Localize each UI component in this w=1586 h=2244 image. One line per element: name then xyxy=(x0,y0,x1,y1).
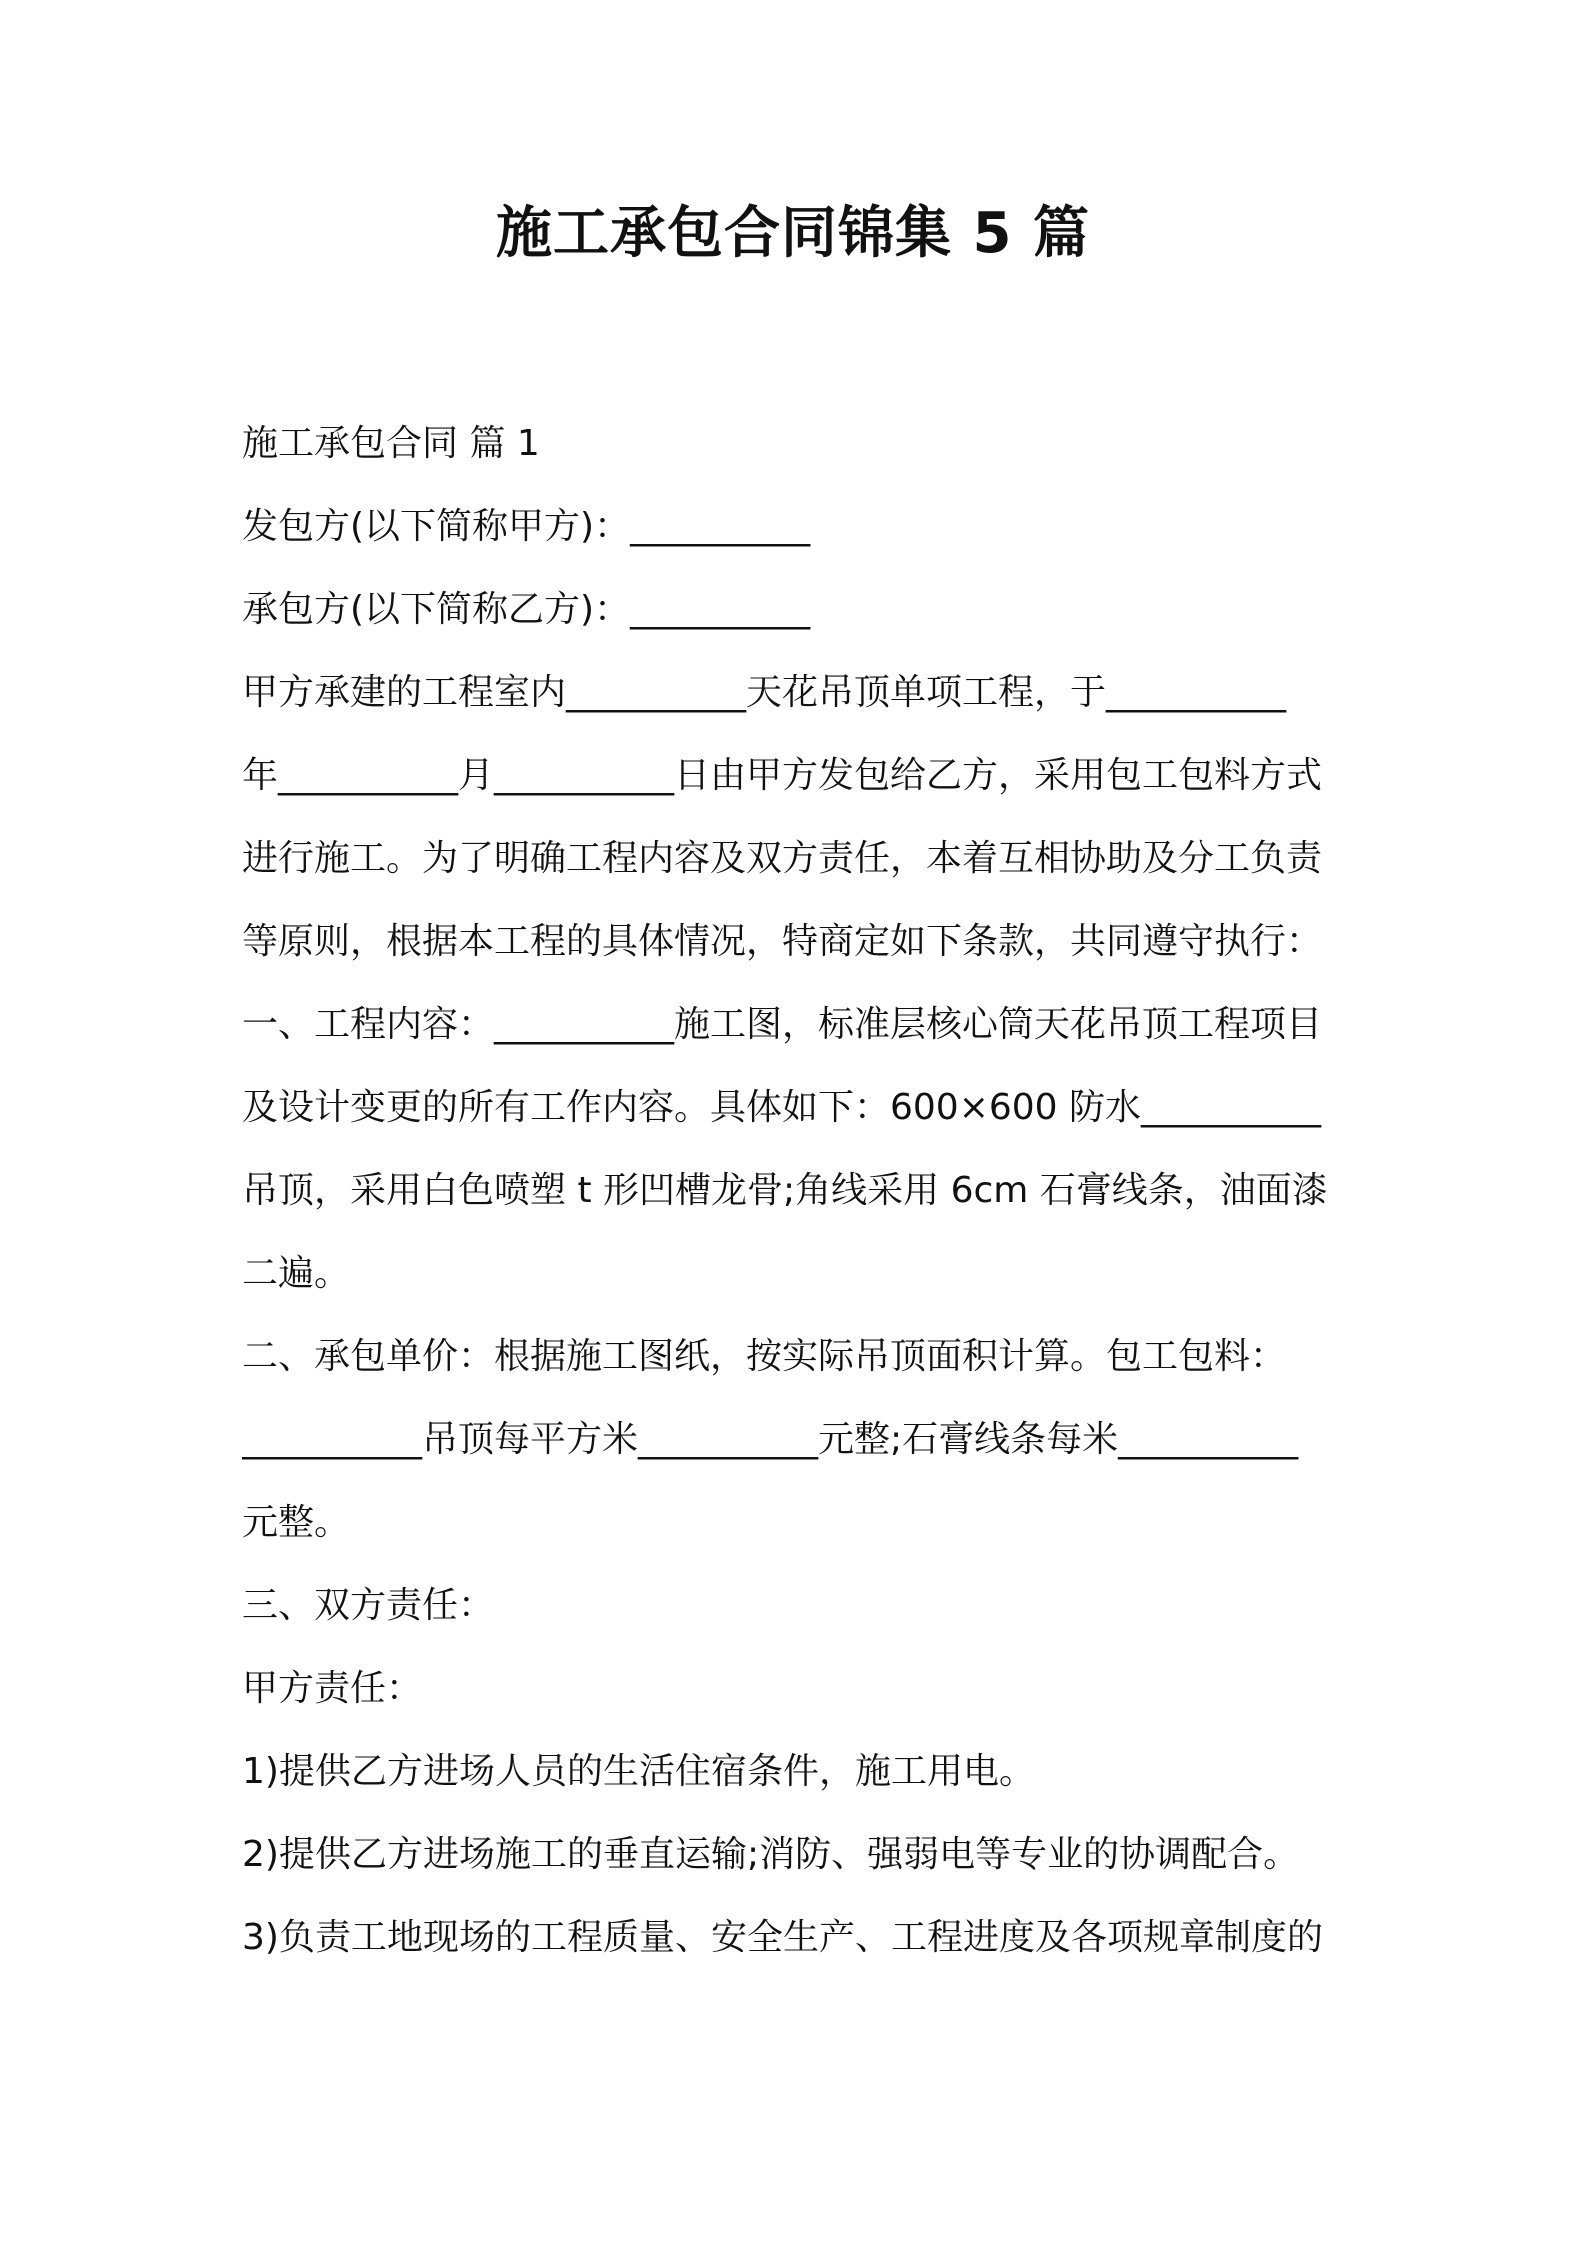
document-title: 施工承包合同锦集 5 篇 xyxy=(496,201,1090,266)
text-line: __________吊顶每平方米__________元整;石膏线条每米__________ xyxy=(242,1419,1299,1460)
text-line: 进行施工。为了明确工程内容及双方责任，本着互相协助及分工负责 xyxy=(242,838,1323,879)
section-heading: 施工承包合同 篇 1 xyxy=(242,423,540,464)
text-line: 吊顶，采用白色喷塑 t 形凹槽龙骨;角线采用 6cm 石膏线条，油面漆 xyxy=(242,1170,1328,1211)
document-body xyxy=(242,402,1352,1979)
text-line: 2)提供乙方进场施工的垂直运输;消防、强弱电等专业的协调配合。 xyxy=(242,1834,1300,1875)
text-line: 承包方(以下简称乙方)：__________ xyxy=(242,589,811,630)
text-line: 甲方承建的工程室内__________天花吊顶单项工程，于__________ xyxy=(242,672,1287,713)
text-line: 发包方(以下简称甲方)：__________ xyxy=(242,506,811,547)
text-line: 甲方责任： xyxy=(242,1668,423,1709)
text-line: 1)提供乙方进场人员的生活住宿条件，施工用电。 xyxy=(242,1751,1035,1792)
text-line: 年__________月__________日由甲方发包给乙方，采用包工包料方式 xyxy=(242,755,1323,796)
text-line: 元整。 xyxy=(242,1502,351,1543)
text-line: 二、承包单价：根据施工图纸，按实际吊顶面积计算。包工包料： xyxy=(242,1336,1287,1377)
text-line: 三、双方责任： xyxy=(242,1585,495,1626)
text-line: 及设计变更的所有工作内容。具体如下：600×600 防水__________ xyxy=(242,1087,1322,1128)
text-line: 一、工程内容：__________施工图，标准层核心筒天花吊顶工程项目 xyxy=(242,1004,1323,1045)
text-line: 3)负责工地现场的工程质量、安全生产、工程进度及各项规章制度的 xyxy=(242,1917,1323,1958)
text-line: 二遍。 xyxy=(242,1253,351,1294)
text-line: 等原则，根据本工程的具体情况，特商定如下条款，共同遵守执行： xyxy=(242,921,1323,962)
